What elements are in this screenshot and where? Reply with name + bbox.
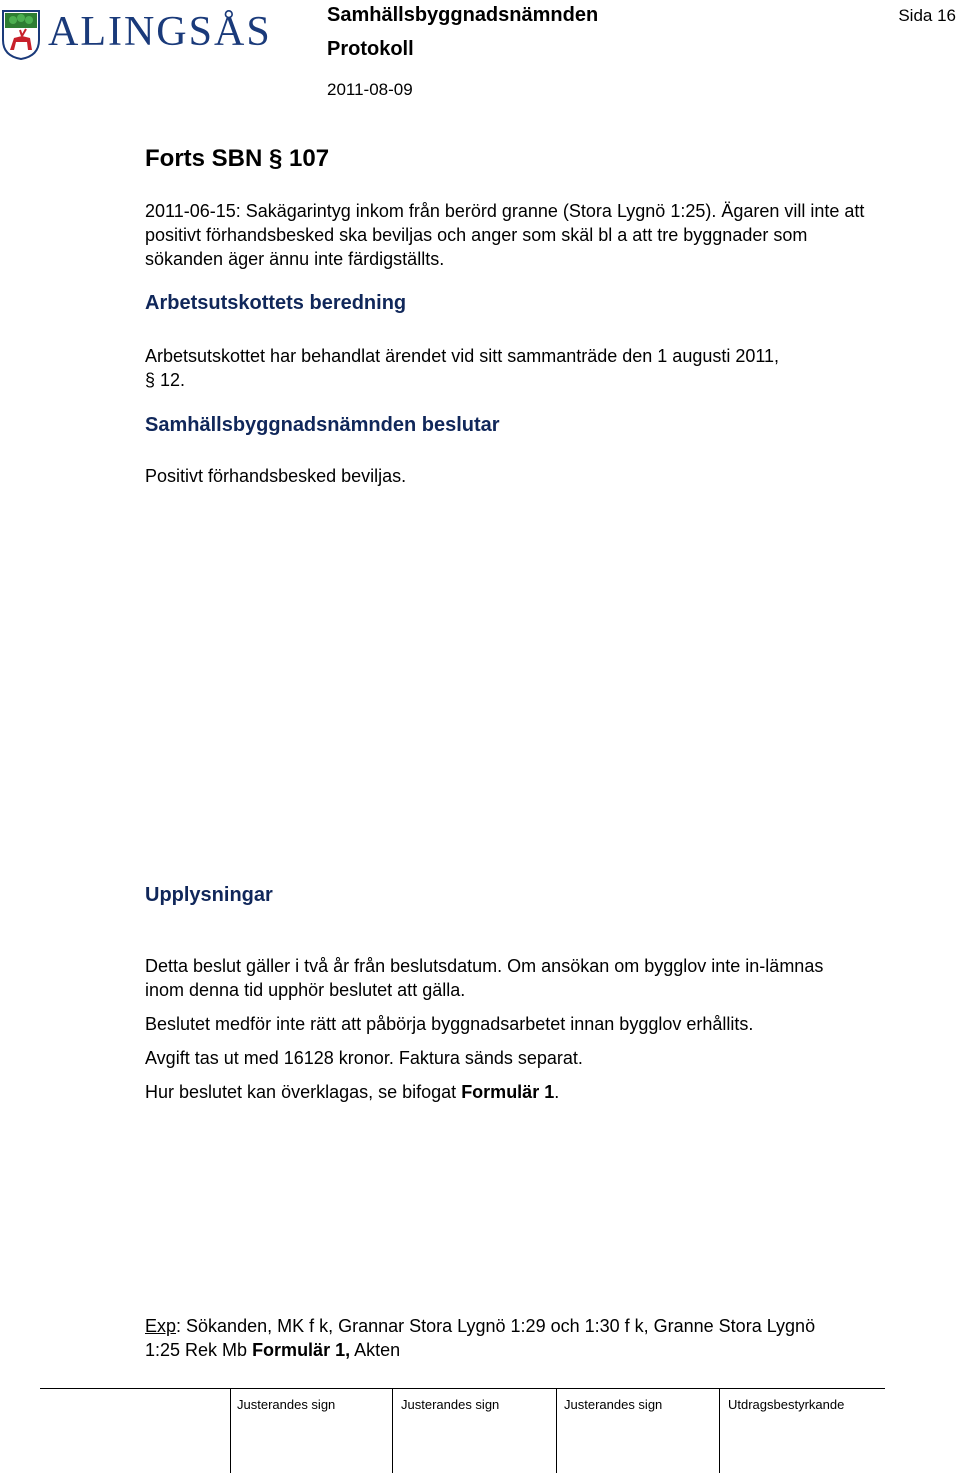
coat-of-arms-icon	[2, 10, 40, 60]
beredning-text	[145, 344, 875, 392]
signature-label: Justerandes sign	[237, 1397, 336, 1412]
exp-form-ref: Formulär 1,	[252, 1340, 351, 1360]
page-title	[145, 145, 865, 173]
beredning-text-part2: 12.	[160, 370, 186, 390]
appeal-text: Hur beslutet kan överklagas, se bifogat	[145, 1082, 462, 1102]
signature-separator	[392, 1388, 393, 1473]
signature-separator	[556, 1388, 557, 1473]
upplysningar-p2: Beslutet medför inte rätt att påbörja byggnadsarbetet innan bygglov erhållits.	[145, 1014, 754, 1034]
exp-text: : Sökanden, MK f k, Grannar Stora Lygnö 1:29 och 1:30 f k, Granne Stora Lygnö 1:25 Rek Mb	[145, 1316, 816, 1360]
appeal-text-end: .	[554, 1082, 560, 1102]
upplysningar-heading: Upplysningar	[145, 884, 273, 906]
signature-label: Justerandes sign	[401, 1397, 500, 1412]
intro-paragraph: 2011-06-15: Sakägarintyg inkom från berörd granne (Stora Lygnö 1:25). Ägaren vill inte att positivt förhandsbesked ska beviljas och anger som skäl bl a att tre byggnader som sökanden äger ännu inte färdigställts.	[145, 201, 865, 269]
organization-name: Samhällsbyggnadsnämnden	[327, 4, 599, 26]
appeal-form-ref: Formulär 1	[461, 1082, 555, 1102]
document-date: 2011-08-09	[327, 80, 413, 99]
logo-wordmark: ALINGSÅS	[48, 9, 272, 55]
distribution-list	[145, 1314, 855, 1362]
beredning-heading: Arbetsutskottets beredning	[145, 292, 407, 314]
document-type: Protokoll	[327, 38, 414, 60]
signature-separator	[719, 1388, 720, 1473]
upplysningar-p3: Avgift tas ut med 16128 kronor. Faktura sänds separat.	[145, 1048, 583, 1068]
upplysningar-p1: Detta beslut gäller i två år från beslutsdatum. Om ansökan om bygglov inte in-lämnas inom denna tid upphör beslutet att gälla.	[145, 956, 824, 1000]
page-number: Sida 16	[898, 6, 956, 25]
alingsas-logo	[0, 6, 272, 66]
upplysningar-p4	[145, 1080, 865, 1104]
section-symbol: §	[145, 370, 156, 390]
signature-divider	[40, 1388, 885, 1389]
signature-separator	[230, 1388, 231, 1473]
signature-row	[40, 1388, 885, 1473]
beslut-text: Positivt förhandsbesked beviljas.	[145, 466, 407, 486]
signature-label: Utdragsbestyrkande	[728, 1397, 845, 1412]
exp-label: Exp	[145, 1316, 177, 1336]
signature-label: Justerandes sign	[564, 1397, 663, 1412]
beredning-text-part1: Arbetsutskottet har behandlat ärendet vid sitt sammanträde den 1 augusti 2011,	[145, 346, 780, 366]
title-text: Forts SBN	[145, 145, 263, 172]
paragraph-number: 107	[289, 145, 330, 172]
beslut-heading: Samhällsbyggnadsnämnden beslutar	[145, 414, 500, 436]
section-symbol: §	[269, 145, 283, 172]
exp-text-end: Akten	[350, 1340, 401, 1360]
